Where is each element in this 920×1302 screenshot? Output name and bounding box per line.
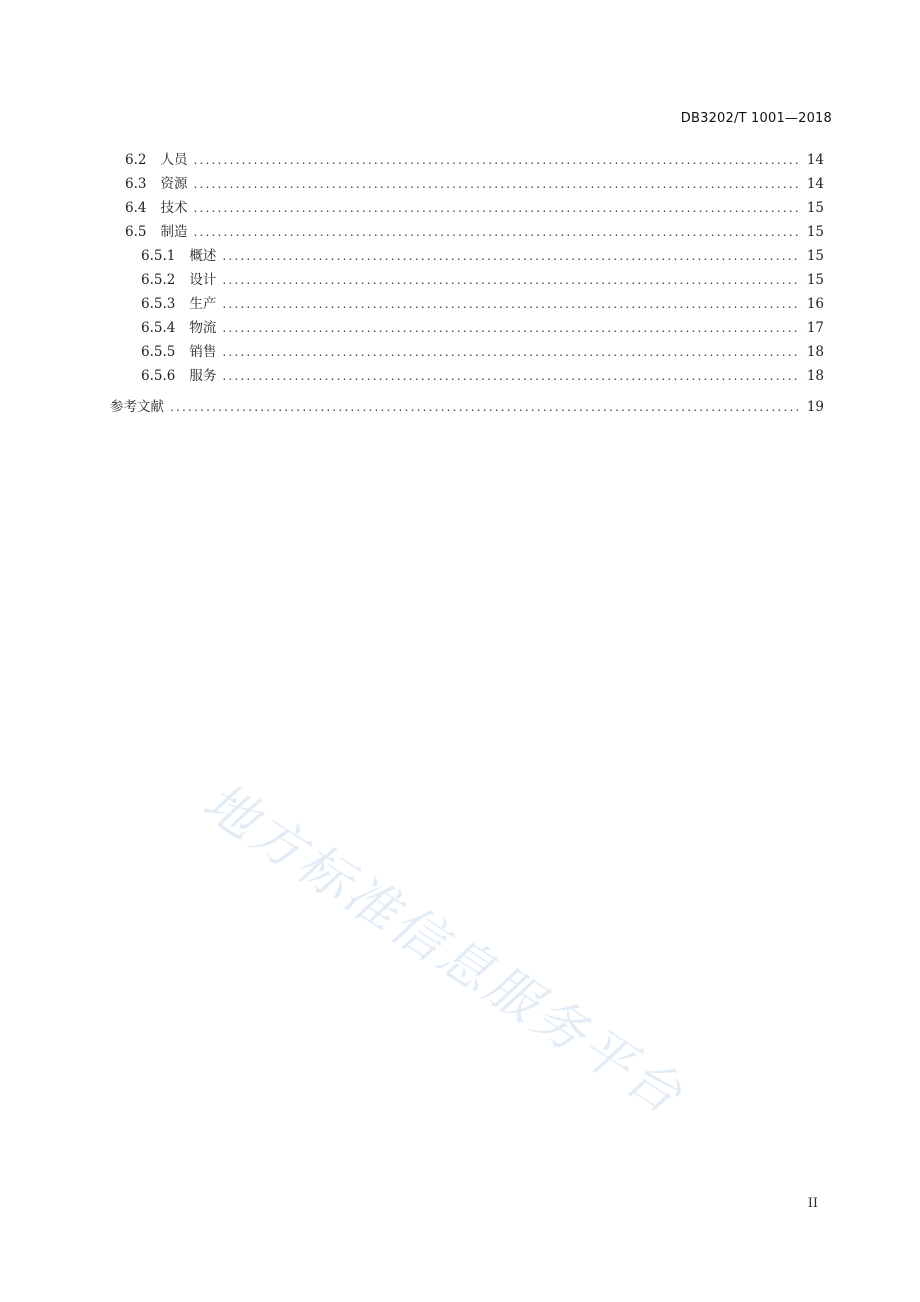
toc-entry-title: 参考文献 bbox=[110, 399, 164, 415]
toc-entry[interactable] bbox=[141, 318, 824, 338]
toc-entry[interactable] bbox=[141, 294, 824, 314]
toc-entry-title: 人员 bbox=[160, 152, 188, 168]
toc-entry-number: 6.5.3 bbox=[141, 296, 176, 312]
toc-leader-dots bbox=[193, 150, 800, 170]
toc-entry-number: 6.5.5 bbox=[141, 344, 176, 360]
toc-entry-page: 14 bbox=[806, 152, 824, 168]
toc-entry-page: 15 bbox=[806, 224, 824, 240]
toc-leader-dots bbox=[222, 318, 800, 338]
toc-entry-title: 生产 bbox=[189, 296, 217, 312]
toc-entry-page: 15 bbox=[806, 248, 824, 264]
toc-leader-dots bbox=[222, 294, 800, 314]
toc-entry-page: 15 bbox=[806, 272, 824, 288]
toc-entry[interactable] bbox=[125, 198, 824, 218]
toc-entry-page: 17 bbox=[806, 320, 824, 336]
watermark-text: 地方标准信息服务平台 bbox=[192, 771, 695, 1128]
toc-entry-number: 6.4 bbox=[125, 200, 147, 216]
toc-entry-page: 15 bbox=[806, 200, 824, 216]
toc-entry-number: 6.5.4 bbox=[141, 320, 176, 336]
toc-entry-page: 18 bbox=[806, 344, 824, 360]
page-number: II bbox=[807, 1196, 818, 1211]
toc-entry[interactable] bbox=[141, 342, 824, 362]
toc-entry-references[interactable] bbox=[110, 397, 824, 417]
toc-entry-number: 6.2 bbox=[125, 152, 147, 168]
toc-entry[interactable] bbox=[141, 246, 824, 266]
toc-leader-dots bbox=[222, 270, 800, 290]
toc-entry[interactable] bbox=[125, 150, 824, 170]
toc-entry-number: 6.5.6 bbox=[141, 368, 176, 384]
toc-entry-number: 6.5.1 bbox=[141, 248, 176, 264]
toc-entry-title: 销售 bbox=[189, 344, 217, 360]
toc-entry[interactable] bbox=[125, 174, 824, 194]
toc-leader-dots bbox=[193, 222, 800, 242]
toc-entry[interactable] bbox=[141, 270, 824, 290]
toc-entry-title: 设计 bbox=[189, 272, 217, 288]
toc-leader-dots bbox=[193, 198, 800, 218]
toc-entry-title: 服务 bbox=[189, 368, 217, 384]
toc-entry-title: 制造 bbox=[160, 224, 188, 240]
toc-leader-dots bbox=[222, 366, 800, 386]
toc-entry-page: 18 bbox=[806, 368, 824, 384]
toc-entry-page: 16 bbox=[806, 296, 824, 312]
toc-entry-title: 技术 bbox=[160, 200, 188, 216]
toc-leader-dots bbox=[222, 342, 800, 362]
toc-entry-title: 物流 bbox=[189, 320, 217, 336]
toc-entry[interactable] bbox=[141, 366, 824, 386]
standard-code: DB3202/T 1001—2018 bbox=[680, 111, 832, 126]
toc-entry-number: 6.5.2 bbox=[141, 272, 176, 288]
toc-leader-dots bbox=[222, 246, 800, 266]
toc-entry-title: 资源 bbox=[160, 176, 188, 192]
toc-entry-title: 概述 bbox=[189, 248, 217, 264]
toc-leader-dots bbox=[193, 174, 800, 194]
toc-entry-number: 6.5 bbox=[125, 224, 147, 240]
toc-leader-dots bbox=[170, 397, 801, 417]
toc-entry[interactable] bbox=[125, 222, 824, 242]
toc-entry-page: 14 bbox=[806, 176, 824, 192]
toc-entry-number: 6.3 bbox=[125, 176, 147, 192]
toc-entry-page: 19 bbox=[806, 399, 824, 415]
